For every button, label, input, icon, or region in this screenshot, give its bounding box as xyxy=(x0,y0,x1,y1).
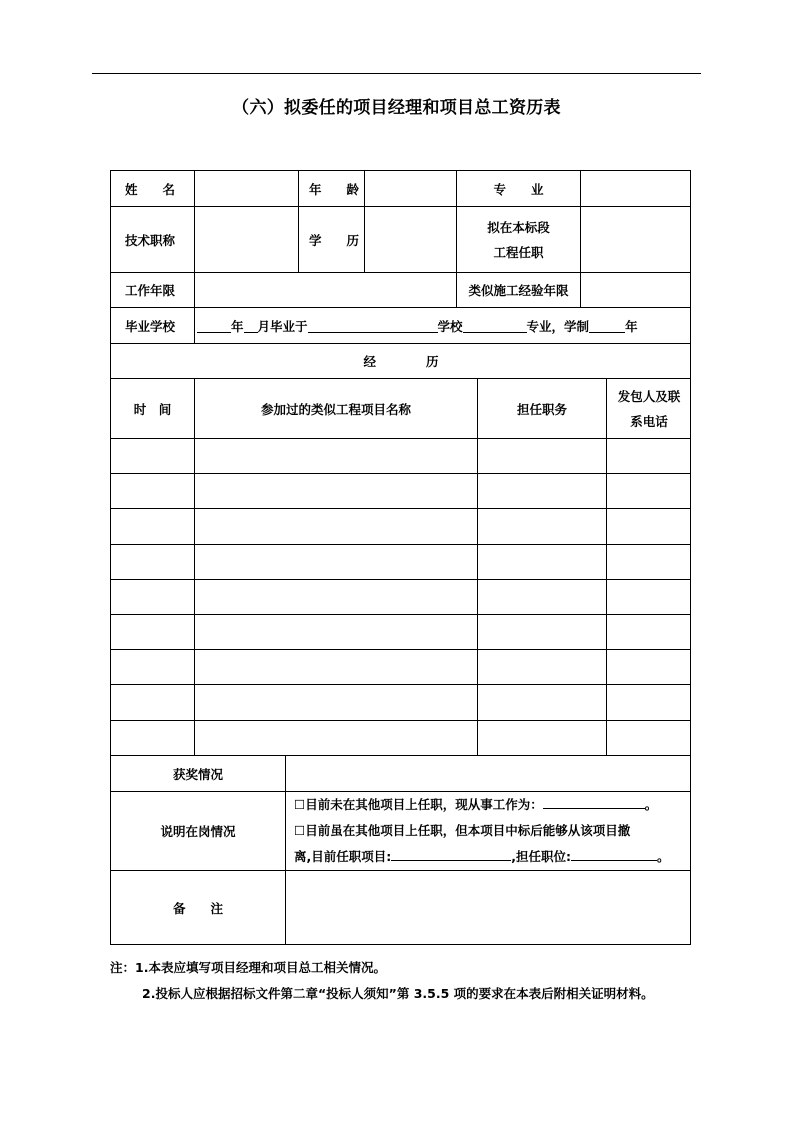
header-rule xyxy=(92,73,701,74)
experience-row-6-role[interactable] xyxy=(477,614,606,649)
experience-row-9-role[interactable] xyxy=(477,720,606,755)
experience-row-6-contact[interactable] xyxy=(606,614,691,649)
col-header-contact-line1: 发包人及联 xyxy=(617,388,681,404)
experience-row-4-role[interactable] xyxy=(477,544,606,579)
experience-row-3-project[interactable] xyxy=(194,508,477,543)
text-month: 月毕业于 xyxy=(257,318,308,334)
field-school-line[interactable] xyxy=(194,307,691,343)
status-option-2-cont xyxy=(294,844,670,870)
experience-row-2-role[interactable] xyxy=(477,473,606,508)
experience-row-4-contact[interactable] xyxy=(606,544,691,579)
blank-grad-month[interactable] xyxy=(244,319,258,333)
label-status: 说明在岗情况 xyxy=(110,791,285,870)
page-title: （六）拟委任的项目经理和项目总工资历表 xyxy=(232,98,561,118)
experience-row-5-role[interactable] xyxy=(477,579,606,614)
experience-row-4-time[interactable] xyxy=(110,544,194,579)
blank-duration[interactable] xyxy=(589,319,625,333)
field-tech-title[interactable] xyxy=(194,206,298,272)
blank-current-project[interactable] xyxy=(391,847,511,861)
label-school: 毕业学校 xyxy=(110,307,194,343)
label-awards: 获奖情况 xyxy=(110,755,285,791)
status-option-2-role-label: ,担任职位: xyxy=(511,849,571,864)
status-option-2[interactable]: ☐目前虽在其他项目上任职，但本项目中标后能够从该项目撤 xyxy=(294,823,631,838)
field-education[interactable] xyxy=(364,206,456,272)
text-school: 学校 xyxy=(437,318,463,334)
field-work-years[interactable] xyxy=(194,272,456,307)
experience-row-8-role[interactable] xyxy=(477,684,606,719)
experience-row-8-project[interactable] xyxy=(194,684,477,719)
label-work-years: 工作年限 xyxy=(110,272,194,307)
field-proposed-role[interactable] xyxy=(580,206,691,272)
text-major: 专业，学制 xyxy=(526,318,590,334)
experience-row-5-time[interactable] xyxy=(110,579,194,614)
experience-row-8-time[interactable] xyxy=(110,684,194,719)
note-1: 注：1.本表应填写项目经理和项目总工相关情况。 xyxy=(110,960,386,975)
label-tech-title: 技术职称 xyxy=(110,206,194,272)
field-awards[interactable] xyxy=(285,755,691,791)
status-option-1-end: 。 xyxy=(644,797,658,812)
experience-row-7-role[interactable] xyxy=(477,649,606,684)
experience-row-2-contact[interactable] xyxy=(606,473,691,508)
label-proposed-role-line2: 工程任职 xyxy=(493,244,544,260)
experience-row-7-contact[interactable] xyxy=(606,649,691,684)
label-name: 姓 名 xyxy=(110,170,194,206)
experience-row-1-project[interactable] xyxy=(194,438,477,473)
field-major[interactable] xyxy=(580,170,691,206)
label-age: 年 龄 xyxy=(298,170,364,206)
blank-major[interactable] xyxy=(463,319,527,333)
experience-row-3-contact[interactable] xyxy=(606,508,691,543)
experience-row-7-time[interactable] xyxy=(110,649,194,684)
field-age[interactable] xyxy=(364,170,456,206)
field-status xyxy=(285,791,691,870)
col-header-time: 时 间 xyxy=(110,378,194,438)
status-option-1[interactable] xyxy=(294,792,657,818)
experience-row-5-contact[interactable] xyxy=(606,579,691,614)
status-option-2-end: 。 xyxy=(657,849,670,864)
label-major: 专 业 xyxy=(456,170,580,206)
blank-school[interactable] xyxy=(308,319,438,333)
label-remarks: 备 注 xyxy=(110,870,285,945)
experience-row-6-time[interactable] xyxy=(110,614,194,649)
experience-row-6-project[interactable] xyxy=(194,614,477,649)
experience-row-4-project[interactable] xyxy=(194,544,477,579)
col-header-contact xyxy=(606,378,691,438)
experience-row-9-contact[interactable] xyxy=(606,720,691,755)
note-2: 2.投标人应根据招标文件第二章“投标人须知”第 3.5.5 项的要求在本表后附相关证明材料。 xyxy=(142,986,654,1001)
experience-row-1-role[interactable] xyxy=(477,438,606,473)
experience-row-9-project[interactable] xyxy=(194,720,477,755)
text-year2: 年 xyxy=(625,318,638,334)
notes xyxy=(110,955,710,1007)
text-year: 年 xyxy=(231,318,244,334)
experience-row-1-contact[interactable] xyxy=(606,438,691,473)
field-similar-years[interactable] xyxy=(580,272,691,307)
field-name[interactable] xyxy=(194,170,298,206)
label-proposed-role-line1: 拟在本标段 xyxy=(487,219,550,235)
col-header-project: 参加过的类似工程项目名称 xyxy=(194,378,477,438)
field-remarks[interactable] xyxy=(285,870,691,945)
resume-table xyxy=(110,170,691,945)
experience-row-2-project[interactable] xyxy=(194,473,477,508)
status-option-2-project-label: 离,目前任职项目: xyxy=(294,849,392,864)
section-experience: 经 历 xyxy=(110,343,691,378)
col-header-contact-line2: 系电话 xyxy=(630,413,668,429)
experience-row-5-project[interactable] xyxy=(194,579,477,614)
blank-current-work[interactable] xyxy=(543,795,645,809)
blank-current-role[interactable] xyxy=(571,847,657,861)
col-header-role: 担任职务 xyxy=(477,378,606,438)
status-option-1-text: ☐目前未在其他项目上任职，现从事工作为： xyxy=(294,797,543,812)
experience-row-3-time[interactable] xyxy=(110,508,194,543)
blank-grad-year[interactable] xyxy=(197,319,231,333)
label-similar-years: 类似施工经验年限 xyxy=(456,272,580,307)
label-proposed-role xyxy=(456,206,580,272)
experience-row-1-time[interactable] xyxy=(110,438,194,473)
experience-row-2-time[interactable] xyxy=(110,473,194,508)
experience-row-3-role[interactable] xyxy=(477,508,606,543)
experience-row-8-contact[interactable] xyxy=(606,684,691,719)
label-education: 学 历 xyxy=(298,206,364,272)
experience-row-7-project[interactable] xyxy=(194,649,477,684)
experience-row-9-time[interactable] xyxy=(110,720,194,755)
